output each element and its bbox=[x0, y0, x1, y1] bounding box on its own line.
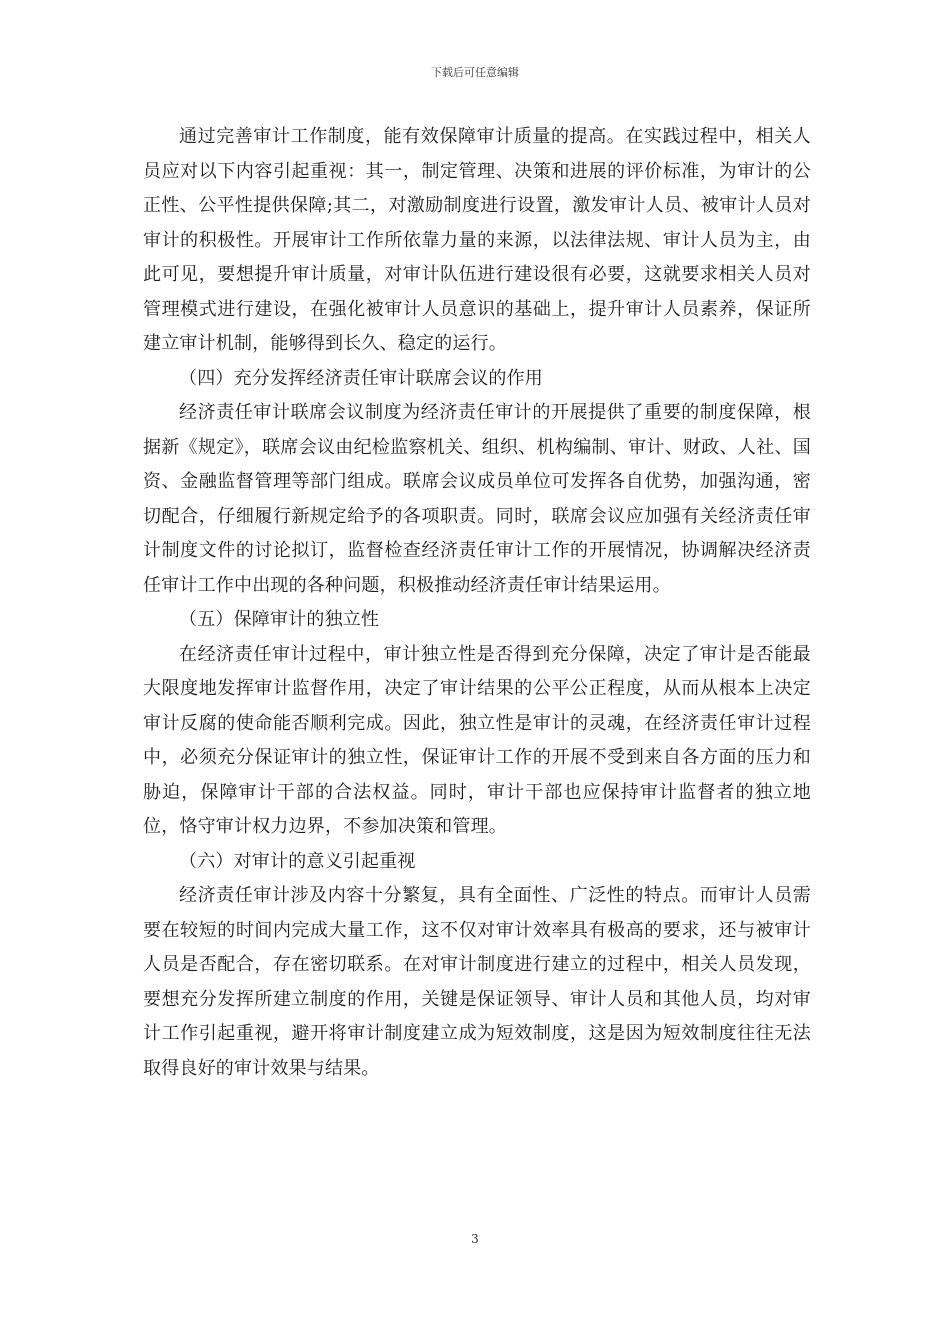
paragraph-joint-meeting: 经济责任审计联席会议制度为经济责任审计的开展提供了重要的制度保障，根据新《规定》，联席会议由纪检监察机关、组织、机构编制、审计、财政、人社、国资、金融监督管理等部门组成。联席会议成员单位可发挥各自优势，加强沟通，密切配合，仔细履行新规定给予的各项职责。同时，联席会议应加强有关经济责任审计制度文件的讨论拟订，监督检查经济责任审计工作的开展情况，协调解决经济责任审计工作中出现的各种问题，积极推动经济责任审计结果运用。 bbox=[143, 402, 811, 596]
paragraph-significance: 经济责任审计涉及内容十分繁复，具有全面性、广泛性的特点。而审计人员需要在较短的时间内完成大量工作，这不仅对审计效率具有极高的要求，还与被审计人员是否配合，存在密切联系。在对审计制度进行建立的过程中，相关人员发现，要想充分发挥所建立制度的作用，关键是保证领导、审计人员和其他人员，均对审计工作引起重视，避开将审计制度建立成为短效制度，这是因为短效制度往往无法取得良好的审计效果与结果。 bbox=[143, 885, 811, 1079]
section-heading-4: （四）充分发挥经济责任审计联席会议的作用 bbox=[179, 367, 543, 389]
page-header: 下载后可任意编辑 bbox=[431, 66, 519, 79]
paragraph-independence: 在经济责任审计过程中，审计独立性是否得到充分保障，决定了审计是否能最大限度地发挥审计监督作用，决定了审计结果的公平公正程度，从而从根本上决定审计反腐的使命能否顺利完成。因此，独立性是审计的灵魂，在经济责任审计过程中，必须充分保证审计的独立性，保证审计工作的开展不受到来自各方面的压力和胁迫，保障审计干部的合法权益。同时，审计干部也应保持审计监督者的独立地位，恪守审计权力边界，不参加决策和管理。 bbox=[143, 643, 811, 837]
section-heading-5: （五）保障审计的独立性 bbox=[179, 609, 380, 630]
paragraph-audit-system: 通过完善审计工作制度，能有效保障审计质量的提高。在实践过程中，相关人员应对以下内容引起重视：其一，制定管理、决策和进展的评价标准，为审计的公正性、公平性提供保障;其二，对激励制度进行设置，激发审计人员、被审计人员对审计的积极性。开展审计工作所依靠力量的来源，以法律法规、审计人员为主，由此可见，要想提升审计质量，对审计队伍进行建设很有必要，这就要求相关人员对管理模式进行建设，在强化被审计人员意识的基础上，提升审计人员素养，保证所建立审计机制，能够得到长久、稳定的运行。 bbox=[143, 126, 811, 354]
page-number: 3 bbox=[471, 1232, 479, 1246]
document-body bbox=[143, 120, 811, 1086]
section-heading-6: （六）对审计的意义引起重视 bbox=[179, 850, 416, 872]
